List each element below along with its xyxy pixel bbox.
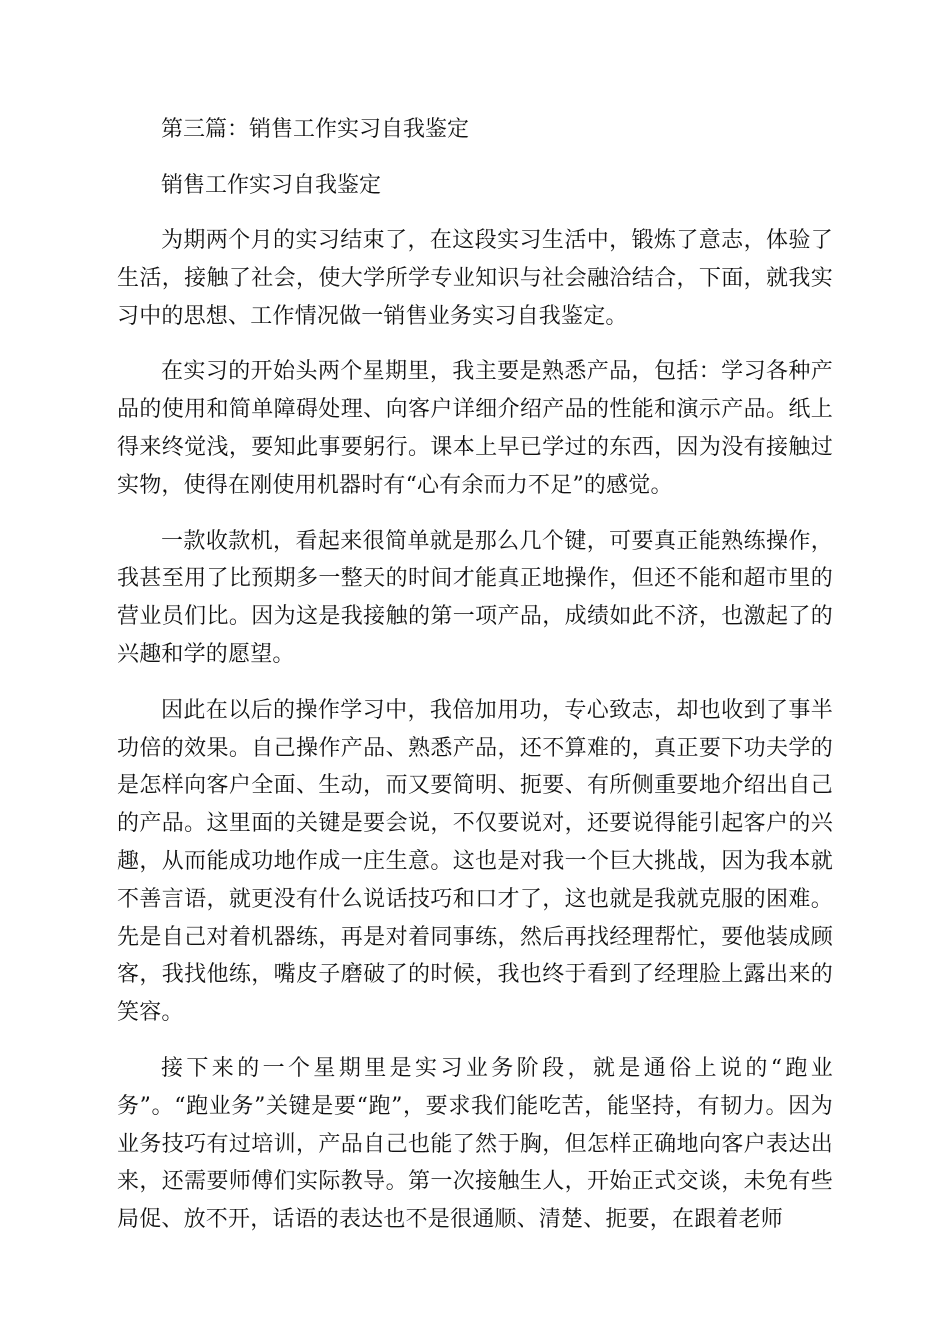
- paragraph-3: 一款收款机，看起来很简单就是那么几个键，可要真正能熟练操作，我甚至用了比预期多一整天的时间才能真正地操作，但还不能和超市里的营业员们比。因为这是我接触的第一项产品，成绩如此不济，也激起了的兴趣和学的愿望。: [117, 528, 833, 667]
- document-page: [117, 112, 833, 1239]
- paragraph-5: 接下来的一个星期里是实习业务阶段，就是通俗上说的“跑业务”。“跑业务”关键是要“跑”，要求我们能吃苦，能坚持，有韧力。因为业务技巧有过培训，产品自己也能了然于胸，但怎样正确地向客户表达出来，还需要师傅们实际教导。第一次接触生人，开始正式交谈，未免有些局促、放不开，话语的表达也不是很通顺、清楚、扼要，在跟着老师: [117, 1055, 833, 1233]
- paragraph-4: 因此在以后的操作学习中，我倍加用功，专心致志，却也收到了事半功倍的效果。自己操作产品、熟悉产品，还不算难的，真正要下功夫学的是怎样向客户全面、生动，而又要简明、扼要、有所侧重要地介绍出自己的产品。这里面的关键是要会说，不仅要说对，还要说得能引起客户的兴趣，从而能成功地作成一庄生意。这也是对我一个巨大挑战，因为我本就不善言语，就更没有什么说话技巧和口才了，这也就是我就克服的困难。先是自己对着机器练，再是对着同事练，然后再找经理帮忙，要他装成顾客，我找他练，嘴皮子磨破了的时候，我也终于看到了经理脸上露出来的笑容。: [117, 697, 833, 1026]
- paragraph-2: 在实习的开始头两个星期里，我主要是熟悉产品，包括：学习各种产品的使用和简单障碍处理、向客户详细介绍产品的性能和演示产品。纸上得来终觉浅，要知此事要躬行。课本上早已学过的东西，因为没有接触过实物，使得在刚使用机器时有“心有余而力不足”的感觉。: [117, 359, 833, 498]
- paragraph-1: 为期两个月的实习结束了，在这段实习生活中，锻炼了意志，体验了生活，接触了社会，使大学所学专业知识与社会融洽结合，下面，就我实习中的思想、工作情况做一销售业务实习自我鉴定。: [117, 228, 833, 329]
- document-subheading: 销售工作实习自我鉴定: [161, 173, 382, 198]
- document-heading: 第三篇：销售工作实习自我鉴定: [161, 117, 470, 142]
